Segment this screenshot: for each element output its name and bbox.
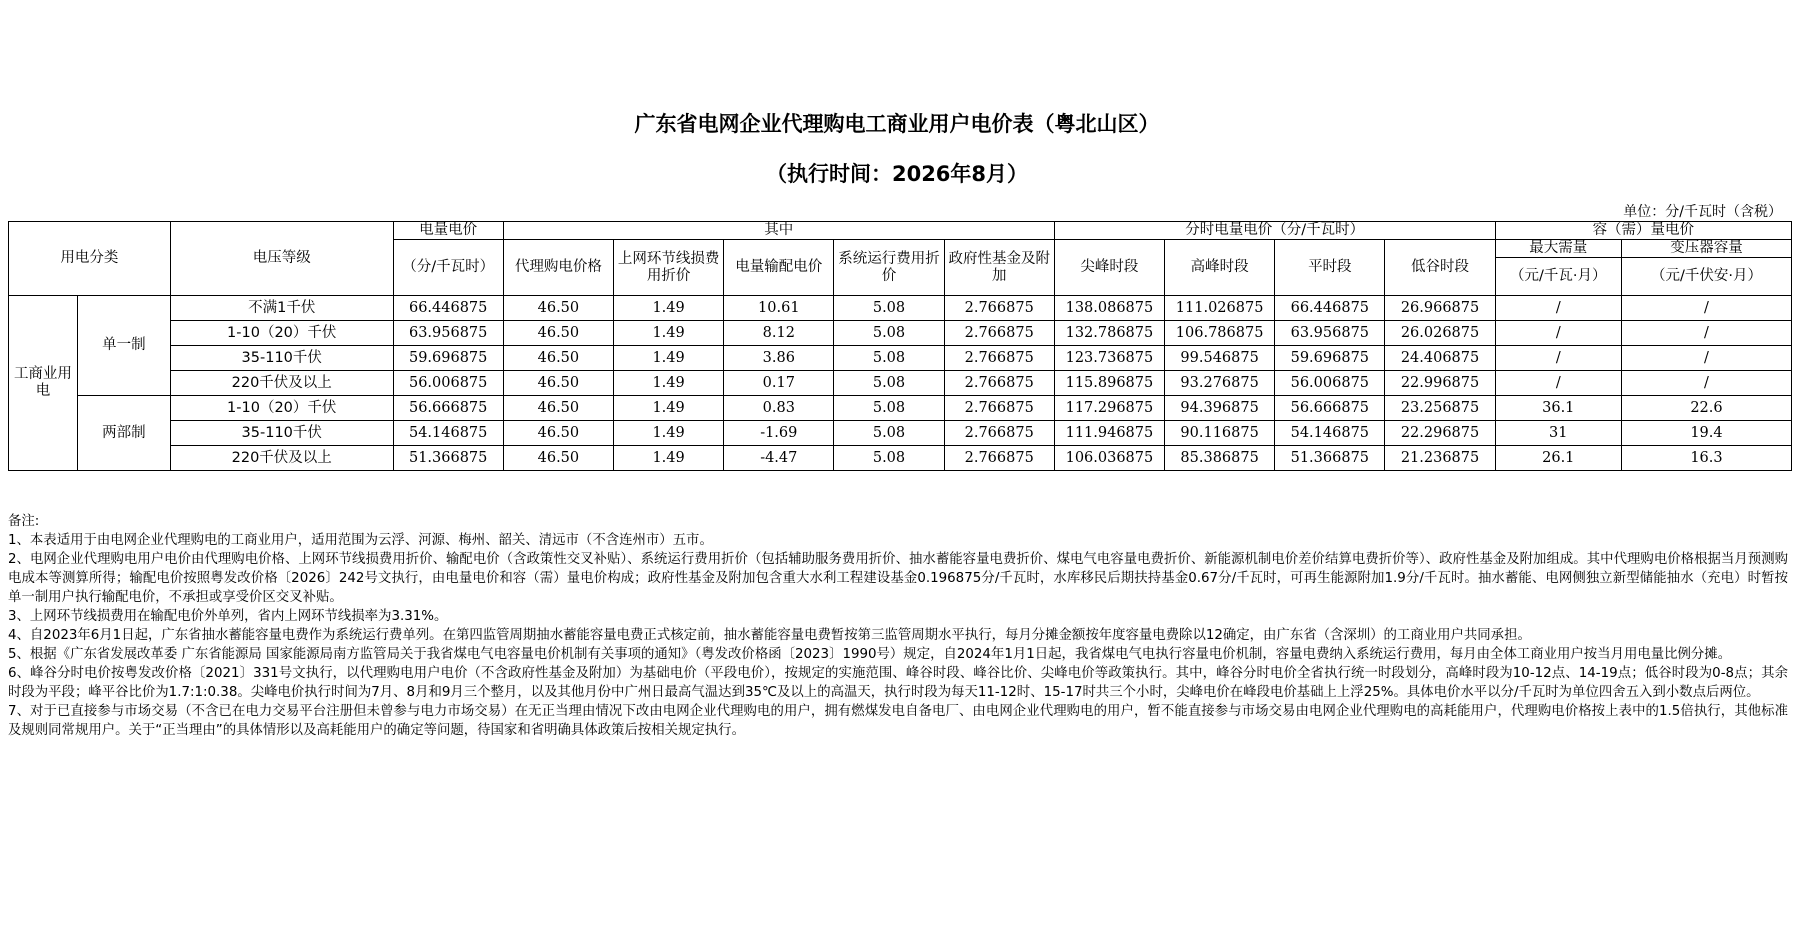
voltage-cell: 35-110千伏 [170,346,393,371]
demand-cell: 36.1 [1495,396,1621,421]
high-cell: 94.396875 [1165,396,1275,421]
header-max-demand: 最大需量 [1495,240,1621,258]
fund-cell: 2.766875 [944,371,1054,396]
table-body [9,296,1792,471]
voltage-cell: 1-10（20）千伏 [170,321,393,346]
high-cell: 93.276875 [1165,371,1275,396]
sys-cell: 5.08 [834,346,944,371]
flat-cell: 56.006875 [1275,371,1385,396]
high-cell: 99.546875 [1165,346,1275,371]
notes-section [8,512,1788,740]
sys-cell: 5.08 [834,296,944,321]
table-row [9,446,1792,471]
header-energy-price-unit: （分/千瓦时） [393,240,503,296]
agency-cell: 46.50 [503,396,613,421]
page-subtitle: （执行时间：2026年8月） [765,162,1029,186]
header-system-op: 系统运行费用折价 [834,240,944,296]
price-table [8,221,1792,471]
energy-cell: 59.696875 [393,346,503,371]
valley-cell: 26.966875 [1385,296,1495,321]
trans-cell: 0.83 [724,396,834,421]
trans-cell: 0.17 [724,371,834,396]
header-peak: 尖峰时段 [1054,240,1164,296]
table-row [9,296,1792,321]
voltage-cell: 1-10（20）千伏 [170,396,393,421]
loss-cell: 1.49 [613,446,723,471]
valley-cell: 22.296875 [1385,421,1495,446]
table-row [9,421,1792,446]
high-cell: 111.026875 [1165,296,1275,321]
table-row [9,346,1792,371]
sys-cell: 5.08 [834,421,944,446]
transformer-cell: / [1621,371,1791,396]
table-row [9,321,1792,346]
voltage-cell: 220千伏及以上 [170,446,393,471]
peak-cell: 111.946875 [1054,421,1164,446]
demand-cell: 31 [1495,421,1621,446]
sys-cell: 5.08 [834,396,944,421]
demand-cell: / [1495,346,1621,371]
valley-cell: 24.406875 [1385,346,1495,371]
notes-heading: 备注: [8,514,40,529]
high-cell: 106.786875 [1165,321,1275,346]
table-row [9,396,1792,421]
agency-cell: 46.50 [503,346,613,371]
header-gov-fund: 政府性基金及附加 [944,240,1054,296]
agency-cell: 46.50 [503,321,613,346]
note-item: 7、对于已直接参与市场交易（不含已在电力交易平台注册但未曾参与电力市场交易）在无正当理由情况下改由电网企业代理购电的用户，拥有燃煤发电自备电厂、由电网企业代理购电的用户，暂不能直接参与市场交易由电网企业代理购电的高耗能用户，代理购电价格按上表中的1.5倍执行，其他标准及规则同常规用户。关于“正当理由”的具体情形以及高耗能用户的确定等问题，待国家和省明确具体政策后按相关规定执行。 [8,704,1788,738]
energy-cell: 56.666875 [393,396,503,421]
flat-cell: 56.666875 [1275,396,1385,421]
note-item: 4、自2023年6月1日起，广东省抽水蓄能容量电费作为系统运行费单列。在第四监管周期抽水蓄能容量电费正式核定前，抽水蓄能容量电费暂按第三监管周期水平执行，每月分摊金额按年度容量电费除以12确定，由广东省（含深圳）的工商业用户共同承担。 [8,628,1531,643]
table-row [9,371,1792,396]
loss-cell: 1.49 [613,371,723,396]
transformer-cell: / [1621,321,1791,346]
sys-cell: 5.08 [834,321,944,346]
fund-cell: 2.766875 [944,446,1054,471]
sys-cell: 5.08 [834,371,944,396]
header-flat: 平时段 [1275,240,1385,296]
note-item: 1、本表适用于由电网企业代理购电的工商业用户，适用范围为云浮、河源、梅州、韶关、清远市（不含连州市）五市。 [8,533,713,548]
header-transmission: 电量输配电价 [724,240,834,296]
fund-cell: 2.766875 [944,321,1054,346]
loss-cell: 1.49 [613,346,723,371]
header-category: 用电分类 [9,222,171,296]
voltage-cell: 35-110千伏 [170,421,393,446]
trans-cell: -4.47 [724,446,834,471]
valley-cell: 23.256875 [1385,396,1495,421]
transformer-cell: 19.4 [1621,421,1791,446]
valley-cell: 22.996875 [1385,371,1495,396]
energy-cell: 54.146875 [393,421,503,446]
header-valley: 低谷时段 [1385,240,1495,296]
fund-cell: 2.766875 [944,296,1054,321]
subgroup-single: 单一制 [77,296,170,396]
group-label: 工商业用电 [9,296,78,471]
high-cell: 90.116875 [1165,421,1275,446]
valley-cell: 26.026875 [1385,321,1495,346]
agency-cell: 46.50 [503,421,613,446]
peak-cell: 123.736875 [1054,346,1164,371]
page-title: 广东省电网企业代理购电工商业用户电价表（粤北山区） [634,112,1160,136]
demand-cell: / [1495,296,1621,321]
note-item: 6、峰谷分时电价按粤发改价格〔2021〕331号文执行，以代理购电用户电价（不含政府性基金及附加）为基础电价（平段电价），按规定的实施范围、峰谷时段、峰谷比价、尖峰电价等政策执行。其中，峰谷分时电价全省执行统一时段划分，高峰时段为10-12点、14-19点；低谷时段为0-8点；其余时段为平段；峰平谷比价为1.7:1:0.38。尖峰电价执行时间为7月、8月和9月三个整月，以及其他月份中广州日最高气温达到35℃及以上的高温天，执行时段为每天11-12时、15-17时共三个小时，尖峰电价在峰段电价基础上上浮25%。具体电价水平以分/千瓦时为单位四舍五入到小数点后两位。 [8,666,1788,700]
header-high: 高峰时段 [1165,240,1275,296]
header-capacity: 容（需）量电价 [1495,222,1791,240]
sys-cell: 5.08 [834,446,944,471]
loss-cell: 1.49 [613,421,723,446]
subgroup-two-part: 两部制 [77,396,170,471]
loss-cell: 1.49 [613,321,723,346]
transformer-cell: 22.6 [1621,396,1791,421]
demand-cell: / [1495,371,1621,396]
energy-cell: 63.956875 [393,321,503,346]
header-voltage: 电压等级 [170,222,393,296]
flat-cell: 63.956875 [1275,321,1385,346]
note-item: 3、上网环节线损费用在输配电价外单列，省内上网环节线损率为3.31%。 [8,609,448,624]
loss-cell: 1.49 [613,296,723,321]
peak-cell: 106.036875 [1054,446,1164,471]
trans-cell: 8.12 [724,321,834,346]
flat-cell: 51.366875 [1275,446,1385,471]
voltage-cell: 220千伏及以上 [170,371,393,396]
header-grid-loss: 上网环节线损费用折价 [613,240,723,296]
flat-cell: 66.446875 [1275,296,1385,321]
peak-cell: 115.896875 [1054,371,1164,396]
header-energy-price: 电量电价 [393,222,503,240]
header-among: 其中 [503,222,1054,240]
loss-cell: 1.49 [613,396,723,421]
agency-cell: 46.50 [503,296,613,321]
demand-cell: / [1495,321,1621,346]
fund-cell: 2.766875 [944,421,1054,446]
trans-cell: -1.69 [724,421,834,446]
trans-cell: 10.61 [724,296,834,321]
valley-cell: 21.236875 [1385,446,1495,471]
fund-cell: 2.766875 [944,346,1054,371]
note-item: 5、根据《广东省发展改革委 广东省能源局 国家能源局南方监管局关于我省煤电气电容量电价机制有关事项的通知》（粤发改价格函〔2023〕1990号）规定，自2024年1月1日起，我省煤电气电执行容量电价机制，容量电费纳入系统运行费用，每月由全体工商业用户按当月用电量比例分摊。 [8,647,1732,662]
header-max-demand-unit: （元/千瓦·月） [1495,258,1621,296]
voltage-cell: 不满1千伏 [170,296,393,321]
energy-cell: 66.446875 [393,296,503,321]
demand-cell: 26.1 [1495,446,1621,471]
peak-cell: 138.086875 [1054,296,1164,321]
agency-cell: 46.50 [503,446,613,471]
transformer-cell: / [1621,346,1791,371]
peak-cell: 117.296875 [1054,396,1164,421]
energy-cell: 56.006875 [393,371,503,396]
flat-cell: 59.696875 [1275,346,1385,371]
agency-cell: 46.50 [503,371,613,396]
header-agency-price: 代理购电价格 [503,240,613,296]
transformer-cell: 16.3 [1621,446,1791,471]
header-transformer: 变压器容量 [1621,240,1791,258]
transformer-cell: / [1621,296,1791,321]
header-transformer-unit: （元/千伏安·月） [1621,258,1791,296]
flat-cell: 54.146875 [1275,421,1385,446]
peak-cell: 132.786875 [1054,321,1164,346]
high-cell: 85.386875 [1165,446,1275,471]
fund-cell: 2.766875 [944,396,1054,421]
unit-label: 单位：分/千瓦时（含税） [1623,204,1782,220]
energy-cell: 51.366875 [393,446,503,471]
header-tou: 分时电量电价（分/千瓦时） [1054,222,1495,240]
trans-cell: 3.86 [724,346,834,371]
note-item: 2、电网企业代理购电用户电价由代理购电价格、上网环节线损费用折价、输配电价（含政策性交叉补贴）、系统运行费用折价（包括辅助服务费用折价、抽水蓄能容量电费折价、煤电气电容量电费折价、新能源机制电价差价结算电费折价等）、政府性基金及附加组成。其中代理购电价格根据当月预测购电成本等测算所得；输配电价按照粤发改价格〔2026〕242号文执行，由电量电价和容（需）量电价构成；政府性基金及附加包含重大水利工程建设基金0.196875分/千瓦时，水库移民后期扶持基金0.67分/千瓦时，可再生能源附加1.9分/千瓦时。抽水蓄能、电网侧独立新型储能抽水（充电）时暂按单一制用户执行输配电价，不承担或享受价区交叉补贴。 [8,552,1788,605]
